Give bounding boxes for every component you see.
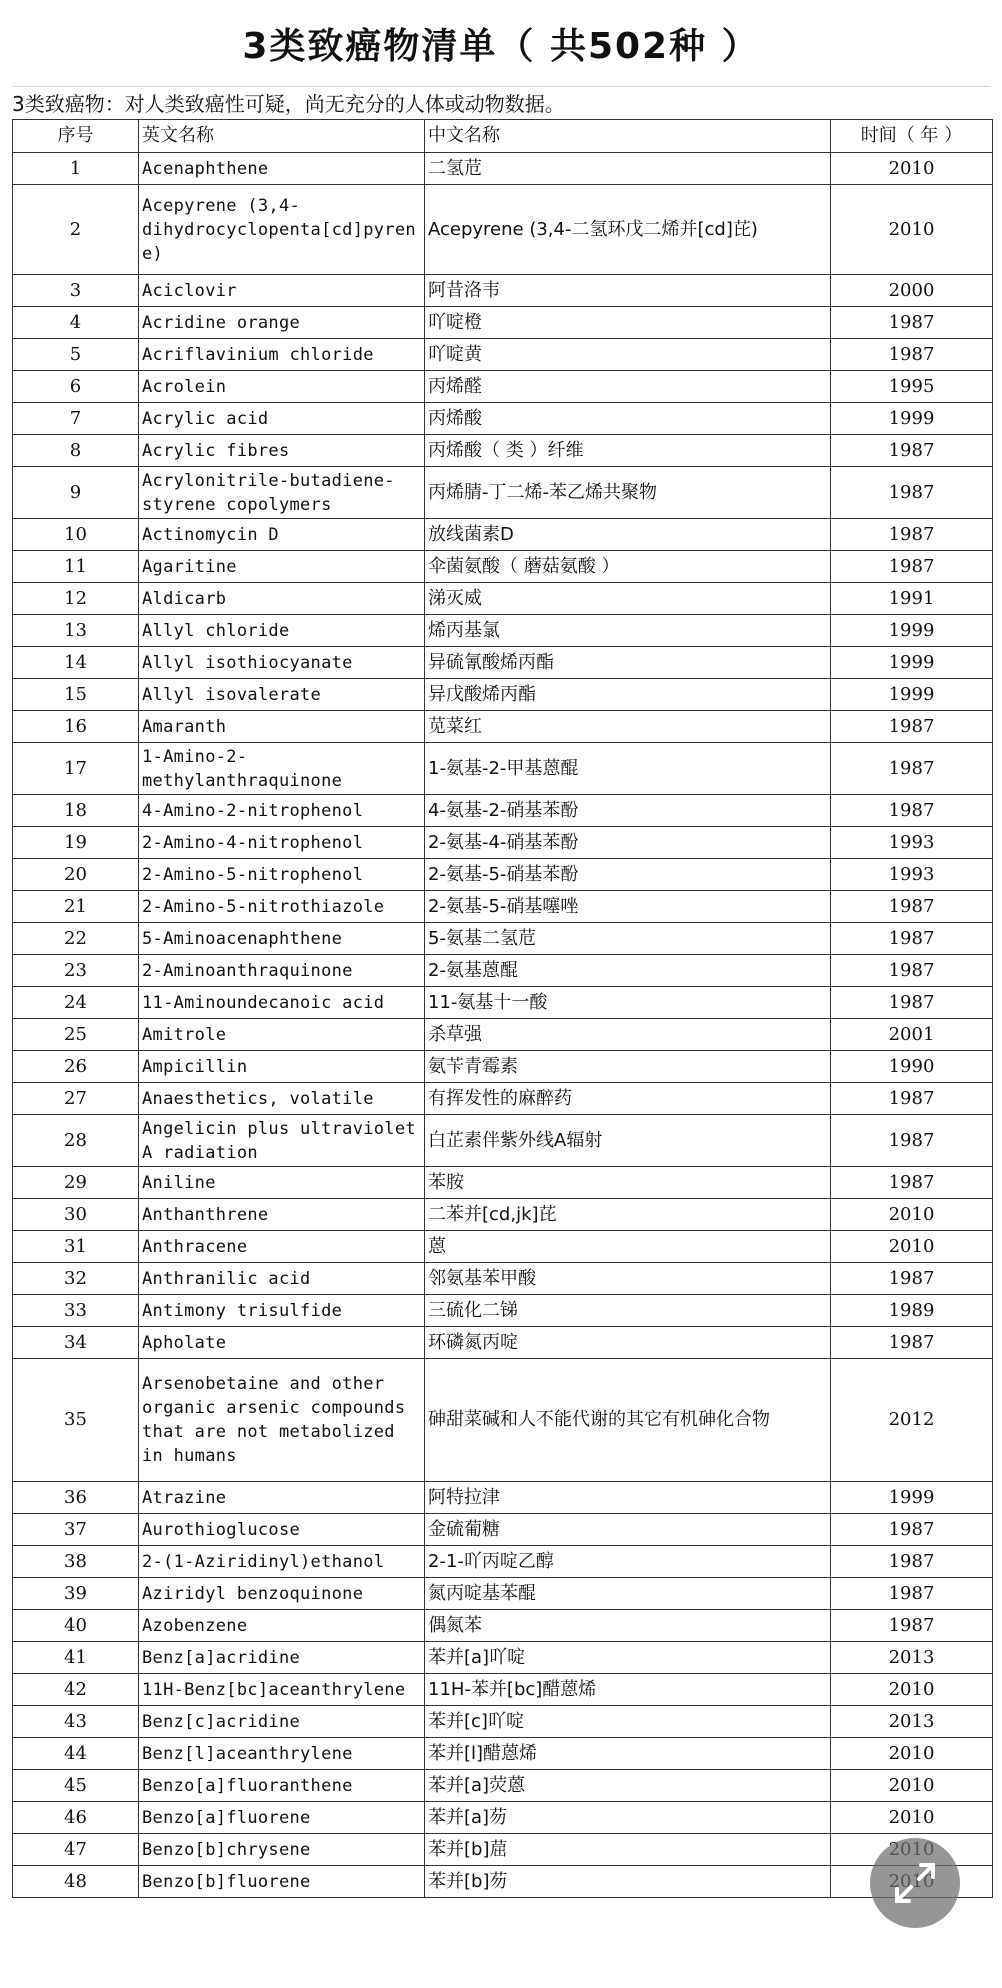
- year-cell: 1987: [831, 1167, 993, 1199]
- row-number: 43: [13, 1706, 139, 1738]
- table-row: [13, 743, 993, 795]
- table-row: [13, 795, 993, 827]
- row-number: 13: [13, 615, 139, 647]
- year-cell: 1987: [831, 467, 993, 519]
- year-cell: 1987: [831, 795, 993, 827]
- english-name-cell: Acriflavinium chloride: [139, 339, 425, 371]
- row-number: 2: [13, 185, 139, 275]
- table-row: [13, 1610, 993, 1642]
- year-cell: 1987: [831, 435, 993, 467]
- row-number: 36: [13, 1482, 139, 1514]
- year-cell: 2000: [831, 275, 993, 307]
- english-name-cell: 2-Aminoanthraquinone: [139, 955, 425, 987]
- row-number: 16: [13, 711, 139, 743]
- english-name-cell: Amaranth: [139, 711, 425, 743]
- chinese-name-cell: 2-氨基-5-硝基苯酚: [425, 859, 831, 891]
- english-name-cell: Benzo[a]fluoranthene: [139, 1770, 425, 1802]
- english-name-cell: 1-Amino-2-methylanthraquinone: [139, 743, 425, 795]
- row-number: 37: [13, 1514, 139, 1546]
- year-cell: 1993: [831, 859, 993, 891]
- table-row: [13, 435, 993, 467]
- row-number: 38: [13, 1546, 139, 1578]
- year-cell: 1987: [831, 891, 993, 923]
- english-name-cell: Apholate: [139, 1327, 425, 1359]
- row-number: 19: [13, 827, 139, 859]
- chinese-name-cell: 氮丙啶基苯醌: [425, 1578, 831, 1610]
- english-name-cell: Azobenzene: [139, 1610, 425, 1642]
- chinese-name-cell: 白芷素伴紫外线A辐射: [425, 1115, 831, 1167]
- page-title: 3类致癌物清单（ 共502种 ）: [242, 25, 760, 67]
- year-cell: 1987: [831, 1327, 993, 1359]
- row-number: 47: [13, 1834, 139, 1866]
- row-number: 27: [13, 1083, 139, 1115]
- table-row: [13, 679, 993, 711]
- year-cell: 1991: [831, 583, 993, 615]
- chinese-name-cell: 杀草强: [425, 1019, 831, 1051]
- year-cell: 2010: [831, 153, 993, 185]
- english-name-cell: Agaritine: [139, 551, 425, 583]
- chinese-name-cell: 三硫化二锑: [425, 1295, 831, 1327]
- english-name-cell: Ampicillin: [139, 1051, 425, 1083]
- table-row: [13, 1706, 993, 1738]
- english-name-cell: 2-(1-Aziridinyl)ethanol: [139, 1546, 425, 1578]
- english-name-cell: Amitrole: [139, 1019, 425, 1051]
- chinese-name-cell: 氨苄青霉素: [425, 1051, 831, 1083]
- table-row: [13, 859, 993, 891]
- row-number: 28: [13, 1115, 139, 1167]
- row-number: 18: [13, 795, 139, 827]
- table-row: [13, 923, 993, 955]
- english-name-cell: 11H-Benz[bc]aceanthrylene: [139, 1674, 425, 1706]
- english-name-cell: Acrylonitrile-butadiene-styrene copolymers: [139, 467, 425, 519]
- year-cell: 2010: [831, 1738, 993, 1770]
- title-divider: [12, 86, 990, 87]
- chinese-name-cell: 丙烯酸: [425, 403, 831, 435]
- chinese-name-cell: 砷甜菜碱和人不能代谢的其它有机砷化合物: [425, 1359, 831, 1482]
- year-cell: 2010: [831, 1770, 993, 1802]
- year-cell: 1987: [831, 1263, 993, 1295]
- chinese-name-cell: 苯并[b]芴: [425, 1866, 831, 1898]
- year-cell: 1987: [831, 1546, 993, 1578]
- chinese-name-cell: Acepyrene (3,4-二氢环戊二烯并[cd]芘): [425, 185, 831, 275]
- table-row: [13, 1866, 993, 1898]
- year-cell: 1987: [831, 923, 993, 955]
- row-number: 20: [13, 859, 139, 891]
- english-name-cell: Acrylic fibres: [139, 435, 425, 467]
- chinese-name-cell: 苯并[a]吖啶: [425, 1642, 831, 1674]
- chinese-name-cell: 2-氨基蒽醌: [425, 955, 831, 987]
- year-cell: 2001: [831, 1019, 993, 1051]
- year-cell: 2010: [831, 1802, 993, 1834]
- table-row: [13, 647, 993, 679]
- chinese-name-cell: 环磷氮丙啶: [425, 1327, 831, 1359]
- row-number: 41: [13, 1642, 139, 1674]
- chinese-name-cell: 2-1-吖丙啶乙醇: [425, 1546, 831, 1578]
- expand-icon: [888, 1856, 942, 1910]
- row-number: 5: [13, 339, 139, 371]
- row-number: 44: [13, 1738, 139, 1770]
- year-cell: 1999: [831, 1482, 993, 1514]
- english-name-cell: Acridine orange: [139, 307, 425, 339]
- row-number: 46: [13, 1802, 139, 1834]
- row-number: 32: [13, 1263, 139, 1295]
- year-cell: 2013: [831, 1706, 993, 1738]
- chinese-name-cell: 异戊酸烯丙酯: [425, 679, 831, 711]
- table-row: [13, 1115, 993, 1167]
- list-description: 3类致癌物：对人类致癌性可疑，尚无充分的人体或动物数据。: [12, 92, 565, 116]
- year-cell: 1995: [831, 371, 993, 403]
- row-number: 6: [13, 371, 139, 403]
- row-number: 29: [13, 1167, 139, 1199]
- english-name-cell: Aldicarb: [139, 583, 425, 615]
- year-cell: 1987: [831, 711, 993, 743]
- chinese-name-cell: 2-氨基-5-硝基噻唑: [425, 891, 831, 923]
- row-number: 14: [13, 647, 139, 679]
- row-number: 3: [13, 275, 139, 307]
- table-row: [13, 339, 993, 371]
- chinese-name-cell: 放线菌素D: [425, 519, 831, 551]
- row-number: 42: [13, 1674, 139, 1706]
- row-number: 45: [13, 1770, 139, 1802]
- row-number: 10: [13, 519, 139, 551]
- row-number: 24: [13, 987, 139, 1019]
- year-cell: 1987: [831, 743, 993, 795]
- table-row: [13, 1019, 993, 1051]
- english-name-cell: Aciclovir: [139, 275, 425, 307]
- chinese-name-cell: 丙烯醛: [425, 371, 831, 403]
- year-cell: 2010: [831, 1674, 993, 1706]
- english-name-cell: 5-Aminoacenaphthene: [139, 923, 425, 955]
- column-header-english-name: 英文名称: [139, 120, 425, 153]
- table-row: [13, 403, 993, 435]
- year-cell: 1987: [831, 1115, 993, 1167]
- row-number: 23: [13, 955, 139, 987]
- table-row: [13, 955, 993, 987]
- table-row: [13, 583, 993, 615]
- column-header-year: 时间（ 年 ）: [831, 120, 993, 153]
- english-name-cell: Benz[l]aceanthrylene: [139, 1738, 425, 1770]
- english-name-cell: 4-Amino-2-nitrophenol: [139, 795, 425, 827]
- table-row: [13, 1263, 993, 1295]
- english-name-cell: 2-Amino-5-nitrophenol: [139, 859, 425, 891]
- chinese-name-cell: 烯丙基氯: [425, 615, 831, 647]
- table-row: [13, 519, 993, 551]
- row-number: 34: [13, 1327, 139, 1359]
- english-name-cell: Angelicin plus ultraviolet A radiation: [139, 1115, 425, 1167]
- row-number: 12: [13, 583, 139, 615]
- row-number: 9: [13, 467, 139, 519]
- year-cell: 1987: [831, 1578, 993, 1610]
- english-name-cell: Benzo[b]fluorene: [139, 1866, 425, 1898]
- chinese-name-cell: 苯并[a]荧蒽: [425, 1770, 831, 1802]
- chinese-name-cell: 蒽: [425, 1231, 831, 1263]
- chinese-name-cell: 二氢苊: [425, 153, 831, 185]
- chinese-name-cell: 有挥发性的麻醉药: [425, 1083, 831, 1115]
- chinese-name-cell: 2-氨基-4-硝基苯酚: [425, 827, 831, 859]
- english-name-cell: Atrazine: [139, 1482, 425, 1514]
- english-name-cell: Anaesthetics, volatile: [139, 1083, 425, 1115]
- table-row: [13, 1051, 993, 1083]
- row-number: 17: [13, 743, 139, 795]
- chinese-name-cell: 偶氮苯: [425, 1610, 831, 1642]
- chinese-name-cell: 苯并[c]吖啶: [425, 1706, 831, 1738]
- year-cell: 1999: [831, 647, 993, 679]
- table-row: [13, 615, 993, 647]
- table-header-row: [13, 120, 993, 153]
- table-row: [13, 987, 993, 1019]
- table-row: [13, 467, 993, 519]
- year-cell: 1999: [831, 615, 993, 647]
- table-row: [13, 307, 993, 339]
- table-row: [13, 891, 993, 923]
- chinese-name-cell: 苯并[a]芴: [425, 1802, 831, 1834]
- row-number: 31: [13, 1231, 139, 1263]
- table-row: [13, 1514, 993, 1546]
- english-name-cell: Anthanthrene: [139, 1199, 425, 1231]
- chinese-name-cell: 1-氨基-2-甲基蒽醌: [425, 743, 831, 795]
- year-cell: 1989: [831, 1295, 993, 1327]
- table-row: [13, 1083, 993, 1115]
- row-number: 22: [13, 923, 139, 955]
- table-row: [13, 1327, 993, 1359]
- chinese-name-cell: 金硫葡糖: [425, 1514, 831, 1546]
- year-cell: 1987: [831, 1514, 993, 1546]
- english-name-cell: Anthracene: [139, 1231, 425, 1263]
- table-row: [13, 1802, 993, 1834]
- english-name-cell: Benzo[a]fluorene: [139, 1802, 425, 1834]
- table-row: [13, 1834, 993, 1866]
- row-number: 1: [13, 153, 139, 185]
- table-row: [13, 551, 993, 583]
- row-number: 33: [13, 1295, 139, 1327]
- row-number: 11: [13, 551, 139, 583]
- column-header-number: 序号: [13, 120, 139, 153]
- chinese-name-cell: 阿昔洛韦: [425, 275, 831, 307]
- chinese-name-cell: 异硫氰酸烯丙酯: [425, 647, 831, 679]
- table-row: [13, 1738, 993, 1770]
- table-row: [13, 153, 993, 185]
- chinese-name-cell: 苯并[b]䓛: [425, 1834, 831, 1866]
- row-number: 39: [13, 1578, 139, 1610]
- english-name-cell: 2-Amino-4-nitrophenol: [139, 827, 425, 859]
- year-cell: 2013: [831, 1642, 993, 1674]
- table-row: [13, 1546, 993, 1578]
- chinese-name-cell: 伞菌氨酸（ 蘑菇氨酸 ）: [425, 551, 831, 583]
- chinese-name-cell: 涕灭威: [425, 583, 831, 615]
- year-cell: 1987: [831, 1610, 993, 1642]
- row-number: 35: [13, 1359, 139, 1482]
- table-row: [13, 371, 993, 403]
- table-row: [13, 1578, 993, 1610]
- year-cell: 1987: [831, 551, 993, 583]
- row-number: 4: [13, 307, 139, 339]
- english-name-cell: Benz[a]acridine: [139, 1642, 425, 1674]
- chinese-name-cell: 吖啶黄: [425, 339, 831, 371]
- chinese-name-cell: 丙烯酸（ 类 ）纤维: [425, 435, 831, 467]
- expand-button[interactable]: [870, 1838, 960, 1928]
- chinese-name-cell: 苋菜红: [425, 711, 831, 743]
- year-cell: 1999: [831, 679, 993, 711]
- table-row: [13, 185, 993, 275]
- table-row: [13, 1359, 993, 1482]
- year-cell: 1987: [831, 955, 993, 987]
- table-row: [13, 1295, 993, 1327]
- english-name-cell: 2-Amino-5-nitrothiazole: [139, 891, 425, 923]
- row-number: 25: [13, 1019, 139, 1051]
- table-row: [13, 1770, 993, 1802]
- table-row: [13, 1167, 993, 1199]
- chinese-name-cell: 11H-苯并[bc]醋蒽烯: [425, 1674, 831, 1706]
- english-name-cell: Antimony trisulfide: [139, 1295, 425, 1327]
- table-row: [13, 1674, 993, 1706]
- english-name-cell: Aziridyl benzoquinone: [139, 1578, 425, 1610]
- year-cell: 1990: [831, 1051, 993, 1083]
- english-name-cell: Actinomycin D: [139, 519, 425, 551]
- chinese-name-cell: 二苯并[cd,jk]芘: [425, 1199, 831, 1231]
- english-name-cell: Allyl chloride: [139, 615, 425, 647]
- year-cell: 2010: [831, 1231, 993, 1263]
- row-number: 40: [13, 1610, 139, 1642]
- year-cell: 1987: [831, 519, 993, 551]
- table-row: [13, 711, 993, 743]
- table-row: [13, 1199, 993, 1231]
- chinese-name-cell: 苯并[l]醋蒽烯: [425, 1738, 831, 1770]
- chinese-name-cell: 苯胺: [425, 1167, 831, 1199]
- row-number: 30: [13, 1199, 139, 1231]
- english-name-cell: Anthranilic acid: [139, 1263, 425, 1295]
- english-name-cell: Benzo[b]chrysene: [139, 1834, 425, 1866]
- english-name-cell: Aniline: [139, 1167, 425, 1199]
- chinese-name-cell: 11-氨基十一酸: [425, 987, 831, 1019]
- year-cell: 2010: [831, 1199, 993, 1231]
- row-number: 8: [13, 435, 139, 467]
- year-cell: 1999: [831, 403, 993, 435]
- year-cell: 1987: [831, 307, 993, 339]
- english-name-cell: Acenaphthene: [139, 153, 425, 185]
- chinese-name-cell: 邻氨基苯甲酸: [425, 1263, 831, 1295]
- column-header-chinese-name: 中文名称: [425, 120, 831, 153]
- year-cell: 2010: [831, 185, 993, 275]
- english-name-cell: 11-Aminoundecanoic acid: [139, 987, 425, 1019]
- chinese-name-cell: 丙烯腈-丁二烯-苯乙烯共聚物: [425, 467, 831, 519]
- row-number: 21: [13, 891, 139, 923]
- chinese-name-cell: 5-氨基二氢苊: [425, 923, 831, 955]
- table-row: [13, 1642, 993, 1674]
- table-row: [13, 1231, 993, 1263]
- carcinogen-table: [12, 119, 993, 1898]
- year-cell: 2012: [831, 1359, 993, 1482]
- row-number: 15: [13, 679, 139, 711]
- table-row: [13, 1482, 993, 1514]
- row-number: 48: [13, 1866, 139, 1898]
- row-number: 7: [13, 403, 139, 435]
- chinese-name-cell: 4-氨基-2-硝基苯酚: [425, 795, 831, 827]
- english-name-cell: Acrolein: [139, 371, 425, 403]
- year-cell: 1987: [831, 339, 993, 371]
- english-name-cell: Arsenobetaine and other organic arsenic compounds that are not metabolized in humans: [139, 1359, 425, 1482]
- english-name-cell: Allyl isothiocyanate: [139, 647, 425, 679]
- chinese-name-cell: 阿特拉津: [425, 1482, 831, 1514]
- year-cell: 1987: [831, 1083, 993, 1115]
- year-cell: 1987: [831, 987, 993, 1019]
- english-name-cell: Allyl isovalerate: [139, 679, 425, 711]
- year-cell: 1993: [831, 827, 993, 859]
- english-name-cell: Acrylic acid: [139, 403, 425, 435]
- table-row: [13, 275, 993, 307]
- english-name-cell: Aurothioglucose: [139, 1514, 425, 1546]
- row-number: 26: [13, 1051, 139, 1083]
- table-row: [13, 827, 993, 859]
- english-name-cell: Acepyrene (3,4-dihydrocyclopenta[cd]pyrene): [139, 185, 425, 275]
- english-name-cell: Benz[c]acridine: [139, 1706, 425, 1738]
- chinese-name-cell: 吖啶橙: [425, 307, 831, 339]
